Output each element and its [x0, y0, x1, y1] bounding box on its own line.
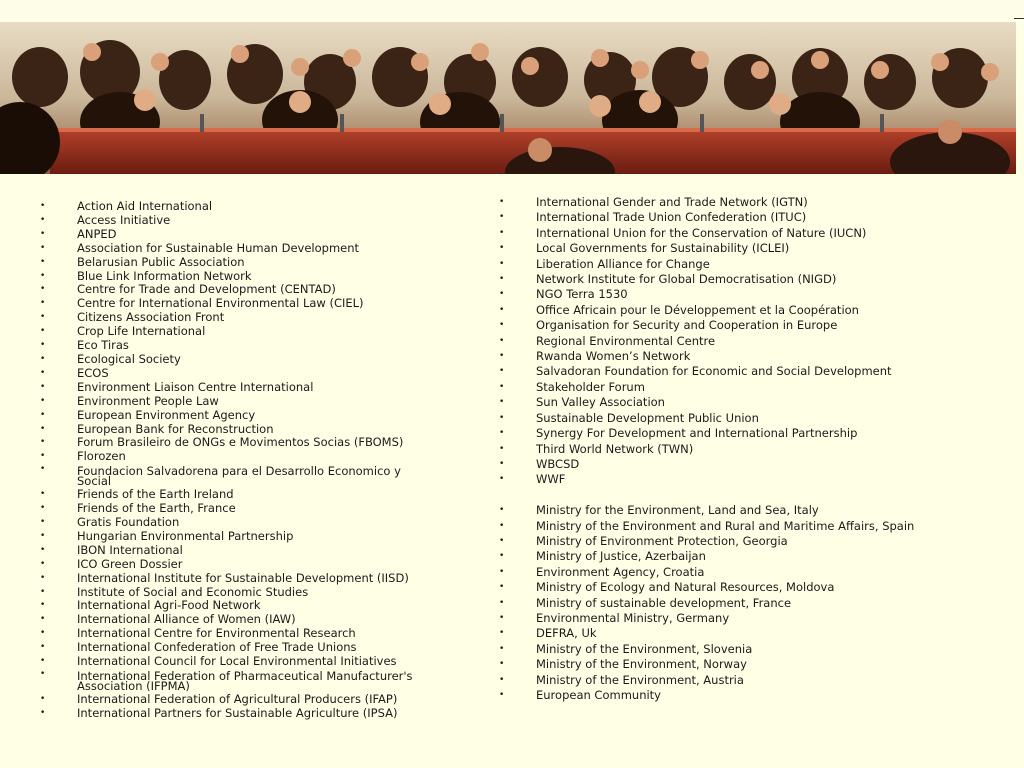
- list-item: • Regional Environmental Centre: [459, 334, 979, 349]
- list-item: • International Gender and Trade Network (IGTN): [459, 195, 979, 210]
- list-item: • Local Governments for Sustainability (ICLEI): [459, 241, 979, 256]
- list-item: • Ministry of Environment Protection, Georgia: [459, 534, 979, 549]
- list-item: • WWF: [459, 472, 979, 487]
- list-item: • Environment Agency, Croatia: [459, 565, 979, 580]
- list-item: • ICO Green Dossier: [0, 558, 420, 572]
- list-item: • Stakeholder Forum: [459, 380, 979, 395]
- list-item: • Ministry for the Environment, Land and Sea, Italy: [459, 503, 979, 518]
- list-item: • International Confederation of Free Trade Unions: [0, 641, 420, 655]
- list-item: • ANPED: [0, 228, 420, 242]
- list-item: • Environment People Law: [0, 395, 420, 409]
- list-item: • Ministry of the Environment, Norway: [459, 657, 979, 672]
- list-item: • Friends of the Earth, France: [0, 502, 420, 516]
- conference-photo-image: [0, 22, 1016, 174]
- list-item: • Action Aid International: [0, 200, 420, 214]
- list-item: • Foundacion Salvadorena para el Desarrollo Economico y Social: [0, 464, 420, 488]
- list-item: • Florozen: [0, 450, 420, 464]
- list-item: • Ministry of Justice, Azerbaijan: [459, 549, 979, 564]
- list-item: • Ministry of the Environment, Austria: [459, 673, 979, 688]
- list-item: • Association for Sustainable Human Development: [0, 242, 420, 256]
- list-item: • Forum Brasileiro de ONGs e Movimentos Socias (FBOMS): [0, 436, 420, 450]
- list-item: • Institute of Social and Economic Studies: [0, 586, 420, 600]
- list-item: • International Federation of Pharmaceutical Manufacturer's Association (IFPMA): [0, 669, 420, 693]
- right-organization-list: [459, 195, 979, 703]
- list-item: • Salvadoran Foundation for Economic and Social Development: [459, 364, 979, 379]
- list-item: • International Partners for Sustainable Agriculture (IPSA): [0, 707, 420, 721]
- list-item: • Environment Liaison Centre International: [0, 381, 420, 395]
- list-item: • WBCSD: [459, 457, 979, 472]
- list-item: • Sun Valley Association: [459, 395, 979, 410]
- list-item: • Belarusian Public Association: [0, 256, 420, 270]
- list-item: • Organisation for Security and Cooperation in Europe: [459, 318, 979, 333]
- list-item: • International Union for the Conservation of Nature (IUCN): [459, 226, 979, 241]
- list-item: • International Agri-Food Network: [0, 599, 420, 613]
- list-item: • Synergy For Development and International Partnership: [459, 426, 979, 441]
- list-item: • Eco Tiras: [0, 339, 420, 353]
- list-item: • Ministry of the Environment, Slovenia: [459, 642, 979, 657]
- list-item: • Ministry of sustainable development, France: [459, 596, 979, 611]
- list-item: • International Council for Local Environmental Initiatives: [0, 655, 420, 669]
- list-item: • European Community: [459, 688, 979, 703]
- list-item: • Ecological Society: [0, 353, 420, 367]
- list-item: • Centre for Trade and Development (CENTAD): [0, 283, 420, 297]
- list-item: • International Alliance of Women (IAW): [0, 613, 420, 627]
- list-item: • Network Institute for Global Democratisation (NIGD): [459, 272, 979, 287]
- list-item: • Ministry of Ecology and Natural Resources, Moldova: [459, 580, 979, 595]
- list-item: • Hungarian Environmental Partnership: [0, 530, 420, 544]
- list-item: • Third World Network (TWN): [459, 442, 979, 457]
- list-item: • Environmental Ministry, Germany: [459, 611, 979, 626]
- list-item: • Ministry of the Environment and Rural and Maritime Affairs, Spain: [459, 519, 979, 534]
- list-item: • International Centre for Environmental Research: [0, 627, 420, 641]
- list-item: • International Institute for Sustainable Development (IISD): [0, 572, 420, 586]
- list-item: • Blue Link Information Network: [0, 270, 420, 284]
- left-organization-list: [0, 200, 420, 721]
- list-item: • IBON International: [0, 544, 420, 558]
- list-item: • Liberation Alliance for Change: [459, 257, 979, 272]
- list-item: • NGO Terra 1530: [459, 287, 979, 302]
- list-item: • ECOS: [0, 367, 420, 381]
- list-item: • Office Africain pour le Développement et la Coopération: [459, 303, 979, 318]
- list-item: • DEFRA, Uk: [459, 626, 979, 641]
- list-item: • International Federation of Agricultural Producers (IFAP): [0, 693, 420, 707]
- list-item: • Gratis Foundation: [0, 516, 420, 530]
- list-item: • Access Initiative: [0, 214, 420, 228]
- list-item: • Crop Life International: [0, 325, 420, 339]
- list-item: • Citizens Association Front: [0, 311, 420, 325]
- list-item: • Friends of the Earth Ireland: [0, 488, 420, 502]
- list-item: • European Environment Agency: [0, 409, 420, 423]
- list-item: • European Bank for Reconstruction: [0, 423, 420, 437]
- list-item: • Centre for International Environmental Law (CIEL): [0, 297, 420, 311]
- top-strip: [0, 0, 1024, 20]
- banner-photo: [0, 22, 1016, 174]
- list-item: • Sustainable Development Public Union: [459, 411, 979, 426]
- list-item: • International Trade Union Confederation (ITUC): [459, 210, 979, 225]
- list-item: • Rwanda Women’s Network: [459, 349, 979, 364]
